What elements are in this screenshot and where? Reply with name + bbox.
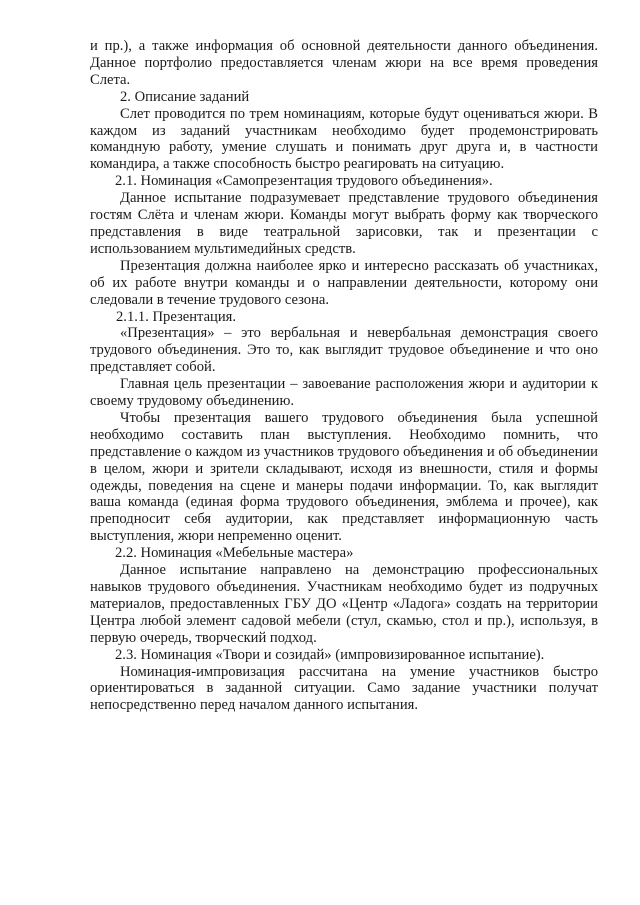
heading-nomination-self-presentation: 2.1. Номинация «Самопрезентация трудового объединения». — [115, 173, 493, 190]
heading-nomination-furniture-masters: 2.2. Номинация «Мебельные мастера» — [115, 545, 354, 562]
paragraph-furniture-description: Данное испытание направлено на демонстрацию профессиональных навыков трудового объединения. Участникам необходимо будет из подручных материалов, предоставленных ГБУ ДО «Центр «Ладога» создать на территории Центра любой элемент садовой мебели (стул, скамью, стол и пр.), используя, в первую очередь, творческий подход. — [90, 562, 598, 646]
paragraph-presentation-plan: Чтобы презентация вашего трудового объединения была успешной необходимо составить план выступления. Необходимо помнить, что представление о каждом из участников трудового объединения и об объединении в целом, жюри и зрители складывают, исходя из внешности, стиля и формы одежды, поведения на сцене и манеры подачи информации. То, как выглядит ваша команда (единая форма трудового объединения, эмблема и прочее), как преподносит себя аудитории, как представляет информационную часть выступления, жюри непременно оценит. — [90, 409, 598, 545]
paragraph-nominations-intro: Слет проводится по трем номинациям, которые будут оцениваться жюри. В каждом из заданий участникам необходимо будет продемонстрировать командную работу, умение слушать и понимать друг друга и, в частности командира, а также способность быстро реагировать на ситуацию. — [90, 105, 598, 173]
paragraph-presentation-definition: «Презентация» – это вербальная и невербальная демонстрация своего трудового объединения. Это то, как выглядит трудовое объединение и что оно представляет собой. — [90, 325, 598, 376]
heading-task-description: 2. Описание заданий — [120, 88, 250, 105]
paragraph-improvisation-description: Номинация-импровизация рассчитана на умение участников быстро ориентироваться в заданной ситуации. Само задание участники получат непосредственно перед началом данного испытания. — [90, 663, 598, 714]
heading-nomination-create: 2.3. Номинация «Твори и созидай» (импровизированное испытание). — [115, 646, 545, 663]
heading-presentation: 2.1.1. Презентация. — [116, 308, 237, 325]
paragraph-self-presentation-description: Данное испытание подразумевает представление трудового объединения гостям Слёта и членам жюри. Команды могут выбрать форму как творческого представления в виде театральной зарисовки, так и презентации с использованием мультимедийных средств. — [90, 190, 598, 257]
paragraph-presentation-goal: Презентация должна наиболее ярко и интересно рассказать об участниках, об их работе внутри команды и о направлении деятельности, которому они следовали в течение трудового сезона. — [90, 257, 598, 308]
paragraph-portfolio-continuation: и пр.), а также информация об основной деятельности данного объединения. Данное портфолио предоставляется членам жюри на все время проведения Слета. — [90, 38, 598, 88]
paragraph-presentation-main-goal: Главная цель презентации – завоевание расположения жюри и аудитории к своему трудовому объединению. — [90, 376, 598, 410]
